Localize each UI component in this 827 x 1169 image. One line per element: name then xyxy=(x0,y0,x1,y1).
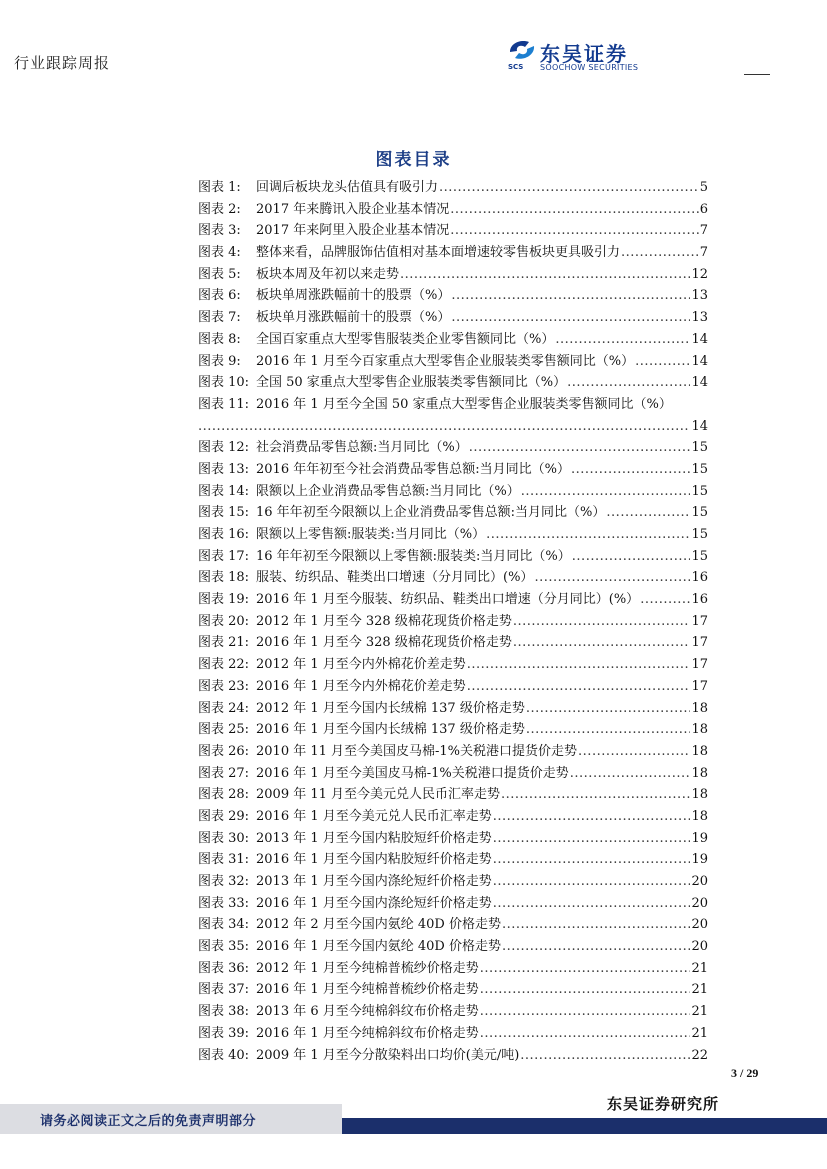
toc-leader-dots xyxy=(555,329,690,351)
toc-entry[interactable] xyxy=(198,220,708,242)
toc-entry-page: 5 xyxy=(699,180,708,195)
toc-entry-title: 2009 年 1 月至今分散染料出口均价(美元/吨) xyxy=(256,1047,520,1063)
toc-entry-label: 图表 36: xyxy=(198,960,250,976)
toc-entry[interactable] xyxy=(198,784,708,806)
toc-entry-page: 18 xyxy=(691,808,708,824)
toc-entry[interactable] xyxy=(198,177,708,199)
toc-leader-dots xyxy=(400,264,690,286)
toc-entry[interactable] xyxy=(198,307,708,329)
toc-leader-dots xyxy=(480,958,691,980)
toc-entry[interactable] xyxy=(198,372,708,394)
toc-leader-dots xyxy=(621,242,699,264)
toc-entry-title: 2016 年年初至今社会消费品零售总额:当月同比（%） xyxy=(256,461,570,477)
toc-entry-label: 图表 30: xyxy=(198,830,250,846)
toc-entry-title: 2013 年 1 月至今国内粘胶短纤价格走势 xyxy=(256,830,492,846)
toc-entry-label: 图表 12: xyxy=(198,440,250,456)
toc-entry[interactable] xyxy=(198,351,708,373)
toc-leader-dots xyxy=(493,828,691,850)
toc-entry[interactable] xyxy=(198,524,708,546)
toc-leader-dots xyxy=(486,524,690,546)
toc-entry-page: 20 xyxy=(691,895,708,911)
toc-entry-title: 限额以上零售额:服装类:当月同比（%） xyxy=(256,527,486,542)
toc-entry-label: 图表 21: xyxy=(198,635,250,651)
toc-entry-page: 18 xyxy=(691,765,708,781)
toc-entry-title: 整体来看，品牌服饰估值相对基本面增速较零售板块更具吸引力 xyxy=(256,245,621,261)
toc-entry[interactable] xyxy=(198,741,708,763)
toc-entry[interactable] xyxy=(198,589,708,611)
toc-entry-label: 图表 37: xyxy=(198,982,250,998)
toc-entry-page: 18 xyxy=(691,700,708,716)
toc-entry[interactable] xyxy=(198,719,708,741)
toc-entry-page: 15 xyxy=(691,483,708,499)
toc-leader-dots xyxy=(480,1023,691,1045)
toc-entry-title: 2016 年 1 月至今纯棉斜纹布价格走势 xyxy=(256,1025,479,1041)
toc-entry-label: 图表 29: xyxy=(198,808,250,824)
footer-company: 东吴证券研究所 xyxy=(607,1095,720,1113)
toc-leader-dots xyxy=(198,416,690,438)
toc-entry-page: 21 xyxy=(691,960,708,976)
toc-entry-title: 2016 年 1 月至今国内粘胶短纤价格走势 xyxy=(256,852,492,868)
toc-entry-title: 限额以上企业消费品零售总额:当月同比（%） xyxy=(256,483,520,499)
toc-entry[interactable] xyxy=(198,502,708,524)
toc-entry-label: 图表 39: xyxy=(198,1025,250,1041)
toc-entry-title: 回调后板块龙头估值具有吸引力 xyxy=(256,180,439,195)
toc-leader-dots xyxy=(451,307,690,329)
toc-entry-title: 2016 年 1 月至今美国皮马棉-1%关税港口提货价走势 xyxy=(256,765,569,781)
toc-entry-title: 全国百家重点大型零售服装类企业零售额同比（%） xyxy=(256,331,555,347)
logo-english-name: SOOCHOW SECURITIES xyxy=(540,63,639,72)
toc-leader-dots xyxy=(501,784,690,806)
page-number: 3 / 29 xyxy=(731,1066,759,1080)
toc-entry-title: 2012 年 1 月至今国内长绒棉 137 级价格走势 xyxy=(256,700,525,716)
toc-entry[interactable] xyxy=(198,763,708,785)
toc-leader-dots xyxy=(439,177,699,199)
toc-entry-page: 14 xyxy=(691,418,708,434)
toc-entry-page: 12 xyxy=(691,266,708,282)
toc-leader-dots xyxy=(480,1001,691,1023)
toc-entry-label: 图表 28: xyxy=(198,787,250,803)
toc-entry-label: 图表 5: xyxy=(198,266,241,282)
toc-leader-dots xyxy=(469,437,691,459)
toc-entry-label: 图表 25: xyxy=(198,722,250,738)
toc-entry-label: 图表 11: xyxy=(198,396,250,412)
toc-leader-dots xyxy=(571,459,691,481)
toc-entry[interactable] xyxy=(198,914,708,936)
toc-entry-page: 17 xyxy=(691,657,708,673)
toc-entry-page: 15 xyxy=(691,461,708,477)
toc-entry-page: 22 xyxy=(691,1047,708,1063)
toc-entry-label: 图表 9: xyxy=(198,353,241,369)
toc-entry[interactable] xyxy=(198,1045,708,1067)
toc-entry-title: 板块单月涨跌幅前十的股票（%） xyxy=(256,310,451,326)
toc-entry-label: 图表 31: xyxy=(198,852,250,868)
toc-leader-dots xyxy=(450,199,699,221)
toc-entry-title: 2016 年 1 月至今国内长绒棉 137 级价格走势 xyxy=(256,722,525,738)
toc-entry-page: 18 xyxy=(691,787,708,803)
toc-entry-page: 15 xyxy=(691,440,708,456)
toc-entry-page: 20 xyxy=(691,917,708,933)
toc-entry-label: 图表 6: xyxy=(198,288,241,304)
toc-entry[interactable] xyxy=(198,936,708,958)
toc-leader-dots xyxy=(513,611,691,633)
toc-entry-page: 17 xyxy=(691,678,708,694)
toc-entry-continuation[interactable] xyxy=(198,416,708,438)
toc-entry-page: 20 xyxy=(691,874,708,889)
toc-entry-label: 图表 3: xyxy=(198,223,241,239)
toc-leader-dots xyxy=(493,871,691,893)
table-of-figures xyxy=(198,177,708,1066)
toc-entry-page: 17 xyxy=(691,613,708,629)
toc-entry-label: 图表 8: xyxy=(198,331,241,347)
toc-leader-dots xyxy=(578,741,690,763)
toc-entry-title: 板块单周涨跌幅前十的股票（%） xyxy=(256,288,451,304)
toc-leader-dots xyxy=(467,676,691,698)
toc-entry-page: 15 xyxy=(691,527,708,542)
toc-entry[interactable] xyxy=(198,806,708,828)
toc-entry-title: 16 年年初至今限额以上零售额:服装类:当月同比（%） xyxy=(256,548,571,564)
toc-entry-label: 图表 19: xyxy=(198,592,250,608)
toc-leader-dots xyxy=(502,936,690,958)
toc-entry-label: 图表 32: xyxy=(198,874,250,889)
toc-entry-title: 2016 年 1 月至今服装、纺织品、鞋类出口增速（分月同比）(%） xyxy=(256,592,640,608)
toc-entry[interactable] xyxy=(198,828,708,850)
toc-entry[interactable] xyxy=(198,958,708,980)
toc-entry-page: 20 xyxy=(691,939,708,955)
toc-entry-label: 图表 38: xyxy=(198,1004,250,1020)
logo-chinese-name: 东吴证券 xyxy=(540,42,628,66)
toc-entry-page: 14 xyxy=(691,375,708,391)
toc-entry-page: 19 xyxy=(691,852,708,868)
toc-entry-page: 6 xyxy=(699,201,708,217)
toc-entry-page: 13 xyxy=(691,288,708,304)
toc-entry-label: 图表 24: xyxy=(198,700,250,716)
toc-entry-label: 图表 1: xyxy=(198,180,241,195)
toc-entry-label: 图表 27: xyxy=(198,765,250,781)
toc-entry-page: 21 xyxy=(691,1025,708,1041)
toc-leader-dots xyxy=(534,567,690,589)
toc-entry[interactable] xyxy=(198,546,708,568)
toc-leader-dots xyxy=(520,1045,690,1067)
toc-entry-page: 17 xyxy=(691,635,708,651)
toc-entry-page: 18 xyxy=(691,743,708,759)
toc-entry[interactable] xyxy=(198,979,708,1001)
toc-entry-title: 2017 年来腾讯入股企业基本情况 xyxy=(256,201,450,217)
toc-entry-page: 16 xyxy=(691,570,708,586)
toc-entry-label: 图表 34: xyxy=(198,917,250,933)
toc-leader-dots xyxy=(451,285,690,307)
toc-entry-page: 19 xyxy=(691,830,708,846)
toc-entry-label: 图表 35: xyxy=(198,939,250,955)
toc-entry-title: 2016 年 1 月至今纯棉普梳纱价格走势 xyxy=(256,982,479,998)
toc-leader-dots xyxy=(572,546,691,568)
toc-entry-page: 18 xyxy=(691,722,708,738)
toc-entry-label: 图表 40: xyxy=(198,1047,250,1063)
toc-entry-page: 14 xyxy=(691,353,708,369)
toc-entry-page: 15 xyxy=(691,505,708,521)
toc-leader-dots xyxy=(467,654,691,676)
toc-entry-title: 2012 年 1 月至今纯棉普梳纱价格走势 xyxy=(256,960,479,976)
header-rule xyxy=(744,74,770,75)
toc-leader-dots xyxy=(606,502,690,524)
logo-abbr: SCS xyxy=(508,63,524,71)
toc-entry-title: 2016 年 1 月至今内外棉花价差走势 xyxy=(256,678,466,694)
disclaimer-note: 请务必阅读正文之后的免责声明部分 xyxy=(40,1114,257,1129)
toc-entry-label: 图表 20: xyxy=(198,613,250,629)
toc-entry[interactable] xyxy=(198,611,708,633)
toc-entry-page: 16 xyxy=(691,592,708,608)
toc-entry[interactable] xyxy=(198,871,708,893)
toc-leader-dots xyxy=(513,632,691,654)
toc-entry[interactable] xyxy=(198,567,708,589)
toc-entry-label: 图表 15: xyxy=(198,505,250,521)
toc-leader-dots xyxy=(635,351,690,373)
toc-entry-title: 2009 年 11 月至今美元兑人民币汇率走势 xyxy=(256,787,501,803)
toc-entry[interactable] xyxy=(198,1023,708,1045)
toc-leader-dots xyxy=(521,481,691,503)
toc-entry-title: 2017 年来阿里入股企业基本情况 xyxy=(256,223,450,239)
toc-leader-dots xyxy=(493,893,691,915)
toc-entry-page: 7 xyxy=(699,223,708,239)
toc-entry-title: 2013 年 1 月至今国内涤纶短纤价格走势 xyxy=(256,874,492,889)
toc-entry-page: 21 xyxy=(691,1004,708,1020)
toc-entry-label: 图表 33: xyxy=(198,895,250,911)
toc-entry[interactable] xyxy=(198,285,708,307)
toc-leader-dots xyxy=(450,220,699,242)
toc-entry-label: 图表 23: xyxy=(198,678,250,694)
report-type-label: 行业跟踪周报 xyxy=(14,54,111,72)
toc-leader-dots xyxy=(480,979,691,1001)
toc-entry-title: 板块本周及年初以来走势 xyxy=(256,266,400,282)
toc-entry[interactable] xyxy=(198,242,708,264)
toc-leader-dots xyxy=(640,589,690,611)
toc-entry-label: 图表 7: xyxy=(198,310,241,326)
toc-entry[interactable] xyxy=(198,698,708,720)
toc-entry[interactable] xyxy=(198,329,708,351)
toc-entry[interactable] xyxy=(198,481,708,503)
toc-entry-page: 7 xyxy=(699,245,708,261)
toc-entry-title: 社会消费品零售总额:当月同比（%） xyxy=(256,440,468,456)
toc-leader-dots xyxy=(493,806,691,828)
toc-entry-page: 13 xyxy=(691,310,708,326)
toc-entry-title: 2016 年 1 月至今国内涤纶短纤价格走势 xyxy=(256,895,492,911)
toc-entry[interactable] xyxy=(198,437,708,459)
toc-entry-page: 21 xyxy=(691,982,708,998)
toc-leader-dots xyxy=(502,914,690,936)
toc-entry-title: 2016 年 1 月至今 328 级棉花现货价格走势 xyxy=(256,635,512,651)
toc-entry-label: 图表 17: xyxy=(198,548,250,564)
toc-entry-title: 16 年年初至今限额以上企业消费品零售总额:当月同比（%） xyxy=(256,505,606,521)
toc-entry[interactable] xyxy=(198,849,708,871)
logo-icon xyxy=(507,38,537,62)
toc-entry[interactable] xyxy=(198,1001,708,1023)
toc-entry[interactable] xyxy=(198,264,708,286)
toc-entry-label: 图表 18: xyxy=(198,570,250,586)
toc-entry-title: 2016 年 1 月至今国内氨纶 40D 价格走势 xyxy=(256,939,501,955)
toc-entry-title: 2012 年 1 月至今内外棉花价差走势 xyxy=(256,657,466,673)
toc-leader-dots xyxy=(526,719,691,741)
toc-leader-dots xyxy=(493,849,691,871)
toc-entry-title: 2012 年 1 月至今 328 级棉花现货价格走势 xyxy=(256,613,512,629)
toc-leader-dots xyxy=(567,372,690,394)
toc-leader-dots xyxy=(526,698,691,720)
toc-entry-label: 图表 14: xyxy=(198,483,250,499)
toc-entry-title: 2016 年 1 月至今全国 50 家重点大型零售企业服装类零售额同比（%） xyxy=(256,396,672,412)
toc-entry[interactable] xyxy=(198,632,708,654)
toc-entry-label: 图表 16: xyxy=(198,527,250,542)
toc-entry[interactable] xyxy=(198,394,708,416)
toc-entry-label: 图表 10: xyxy=(198,375,250,391)
toc-leader-dots xyxy=(570,763,691,785)
toc-entry[interactable] xyxy=(198,459,708,481)
toc-entry-title: 2016 年 1 月至今百家重点大型零售企业服装类零售额同比（%） xyxy=(256,353,635,369)
toc-entry-label: 图表 4: xyxy=(198,245,241,261)
toc-entry[interactable] xyxy=(198,199,708,221)
toc-entry-title: 2013 年 6 月至今纯棉斜纹布价格走势 xyxy=(256,1004,479,1020)
toc-entry-title: 2010 年 11 月至今美国皮马棉-1%关税港口提货价走势 xyxy=(256,743,578,759)
company-logo xyxy=(507,38,667,74)
toc-entry-label: 图表 13: xyxy=(198,461,250,477)
toc-entry-page: 15 xyxy=(691,548,708,564)
toc-entry-title: 服装、纺织品、鞋类出口增速（分月同比）(%） xyxy=(256,570,534,586)
toc-entry[interactable] xyxy=(198,654,708,676)
toc-entry-label: 图表 26: xyxy=(198,743,250,759)
toc-entry[interactable] xyxy=(198,893,708,915)
toc-entry[interactable] xyxy=(198,676,708,698)
toc-entry-label: 图表 2: xyxy=(198,201,241,217)
toc-entry-title: 全国 50 家重点大型零售企业服装类零售额同比（%） xyxy=(256,375,567,391)
toc-entry-label: 图表 22: xyxy=(198,657,250,673)
toc-entry-title: 2012 年 2 月至今国内氨纶 40D 价格走势 xyxy=(256,917,501,933)
toc-entry-title: 2016 年 1 月至今美元兑人民币汇率走势 xyxy=(256,808,492,824)
toc-entry-page: 14 xyxy=(691,331,708,347)
toc-title: 图表目录 xyxy=(375,150,452,170)
